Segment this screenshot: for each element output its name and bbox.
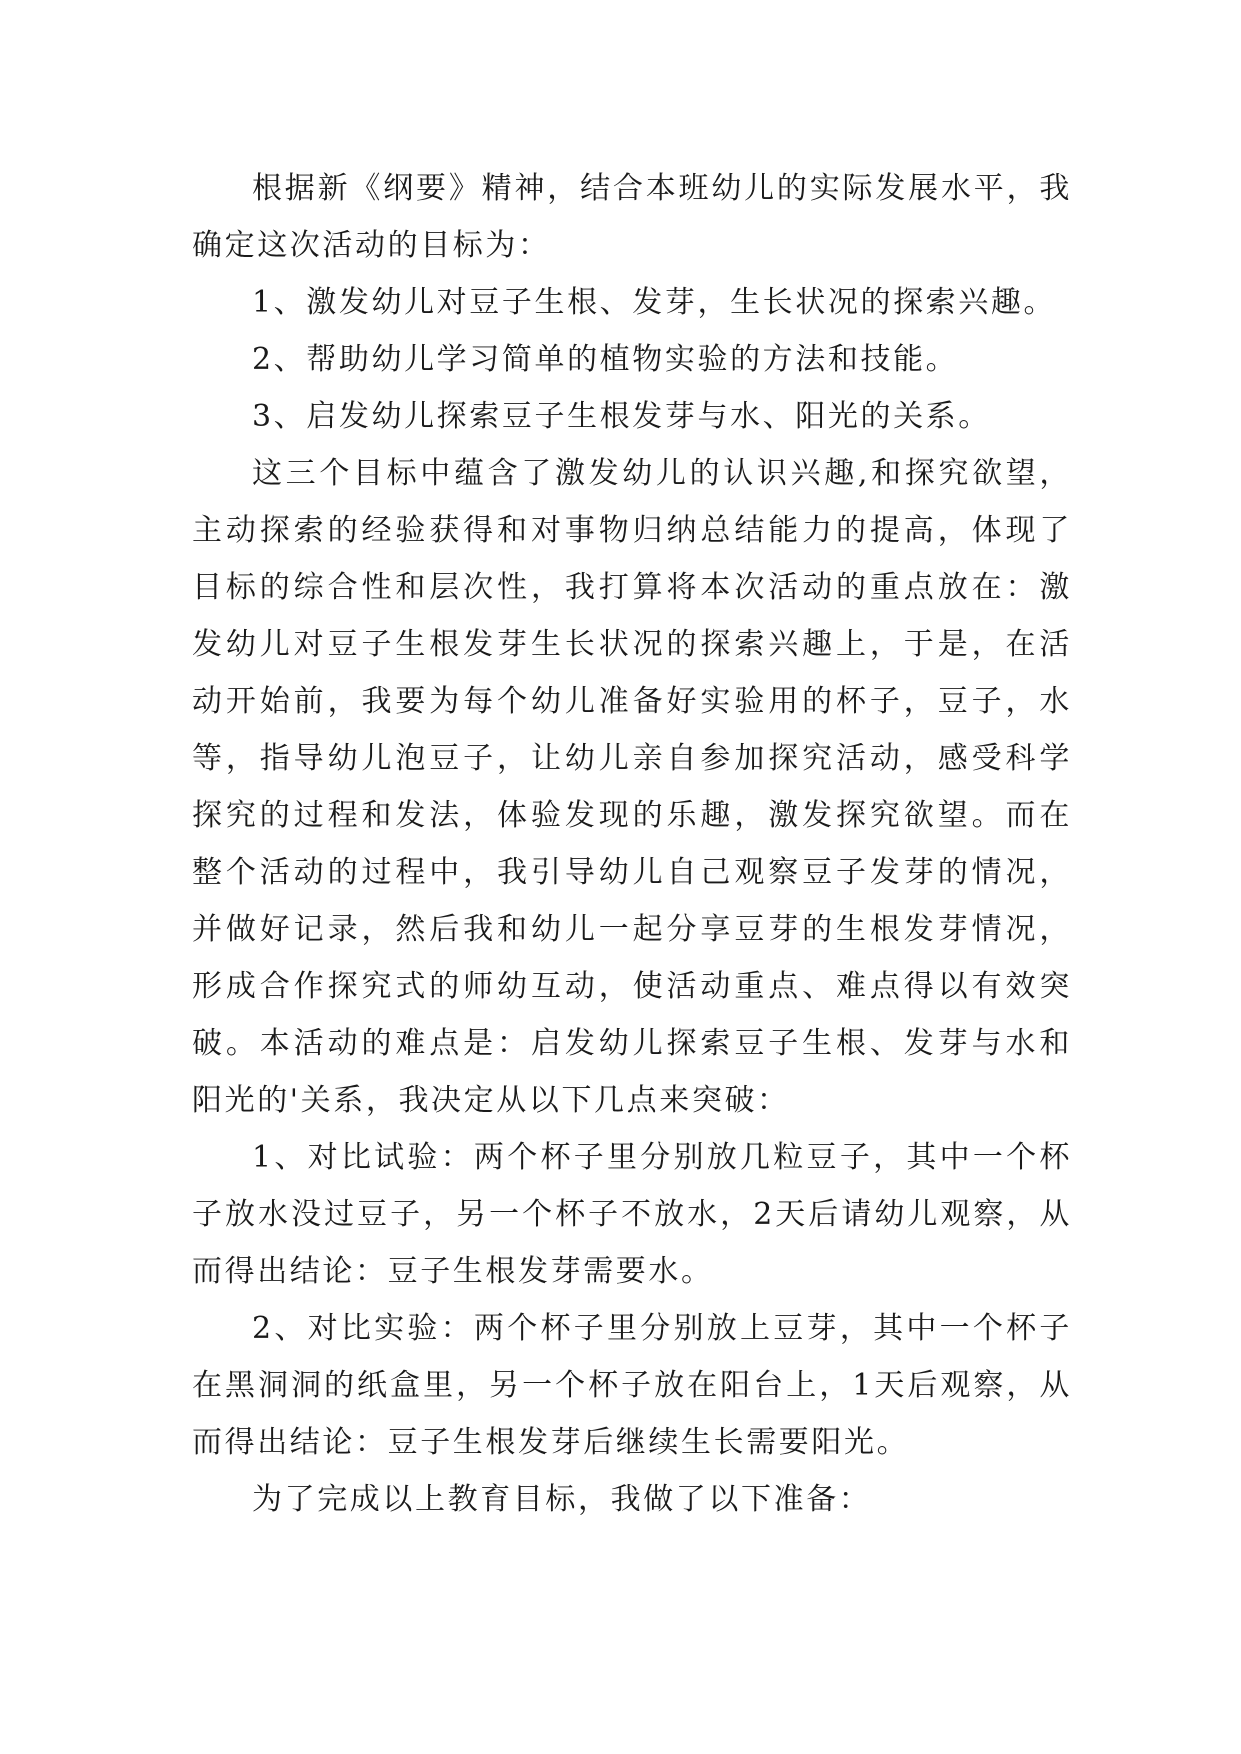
paragraph-experiment-1: 1、对比试验：两个杯子里分别放几粒豆子，其中一个杯子放水没过豆子，另一个杯子不放水，2天后请幼儿观察，从而得出结论：豆子生根发芽需要水。	[192, 1140, 1072, 1289]
paragraph-goal-3: 3、启发幼儿探索豆子生根发芽与水、阳光的关系。	[252, 399, 991, 434]
document-body	[192, 160, 1072, 1528]
paragraph-intro: 根据新《纲要》精神，结合本班幼儿的实际发展水平，我确定这次活动的目标为：	[192, 171, 1072, 263]
paragraph-goal-1: 1、激发幼儿对豆子生根、发芽，生长状况的探索兴趣。	[252, 285, 1057, 320]
paragraph-experiment-2: 2、对比实验：两个杯子里分别放上豆芽，其中一个杯子在黑洞洞的纸盒里，另一个杯子放在阳台上，1天后观察，从而得出结论：豆子生根发芽后继续生长需要阳光。	[192, 1311, 1072, 1460]
paragraph-preparation: 为了完成以上教育目标，我做了以下准备：	[252, 1482, 872, 1517]
paragraph-goal-2: 2、帮助幼儿学习简单的植物实验的方法和技能。	[252, 342, 959, 377]
paragraph-focus-and-difficulty: 这三个目标中蕴含了激发幼儿的认识兴趣,和探究欲望，主动探索的经验获得和对事物归纳总结能力的提高，体现了目标的综合性和层次性，我打算将本次活动的重点放在：激发幼儿对豆子生根发芽生长状况的探索兴趣上，于是，在活动开始前，我要为每个幼儿准备好实验用的杯子，豆子，水等，指导幼儿泡豆子，让幼儿亲自参加探究活动，感受科学探究的过程和发法，体验发现的乐趣，激发探究欲望。而在整个活动的过程中，我引导幼儿自己观察豆子发芽的情况，并做好记录，然后我和幼儿一起分享豆芽的生根发芽情况，形成合作探究式的师幼互动，使活动重点、难点得以有效突破。本活动的难点是：启发幼儿探索豆子生根、发芽与水和阳光的'关系，我决定从以下几点来突破：	[192, 456, 1072, 1118]
